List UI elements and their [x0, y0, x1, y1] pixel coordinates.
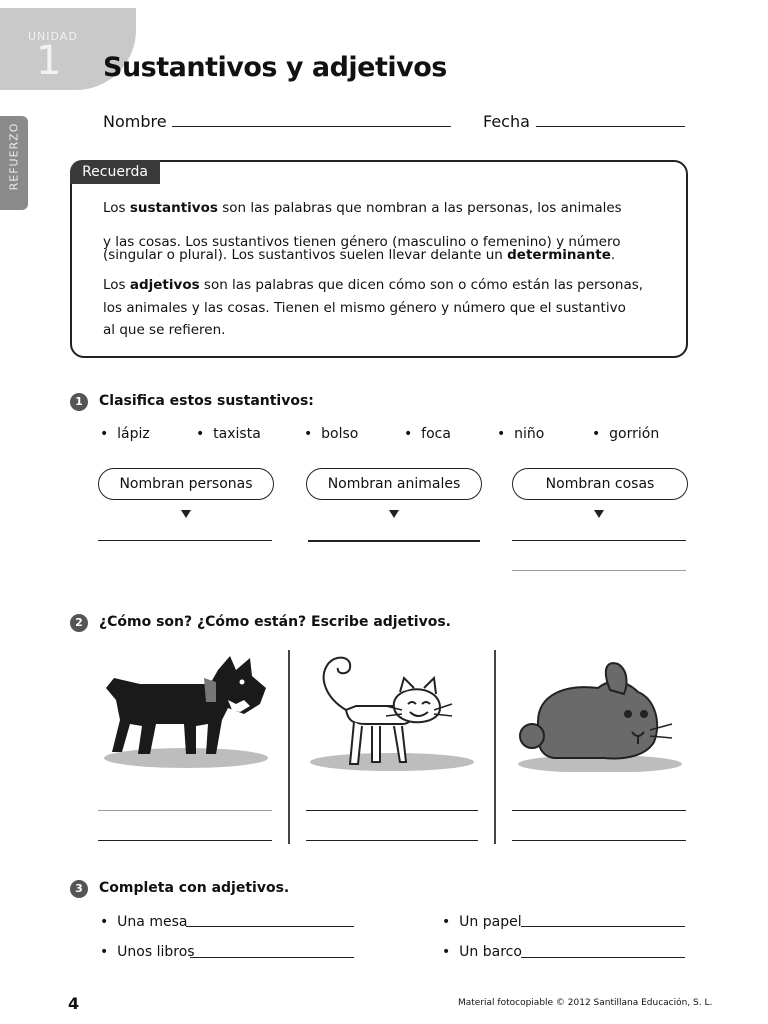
column-divider — [494, 650, 496, 844]
category-animals: Nombran animales — [306, 468, 482, 500]
word-item: • lápiz — [100, 426, 150, 442]
answer-line-rabbit-2[interactable] — [512, 840, 686, 841]
exercise-1-title: Clasifica estos sustantivos: — [99, 393, 314, 409]
unit-label: UNIDAD — [28, 30, 78, 43]
column-divider — [288, 650, 290, 844]
category-things: Nombran cosas — [512, 468, 688, 500]
complete-item: • Una mesa — [100, 914, 188, 930]
recuerda-paragraph-4: Los adjetivos son las palabras que dicen cómo son o cómo están las personas, — [103, 277, 644, 293]
word-item: • foca — [404, 426, 451, 442]
recuerda-paragraph-5: los animales y las cosas. Tienen el mismo género y número que el sustantivo — [103, 300, 626, 316]
recuerda-paragraph-2: y las cosas. Los sustantivos tienen género (masculino o femenino) y número — [103, 234, 621, 250]
name-label: Nombre — [103, 112, 167, 131]
copyright-notice: Material fotocopiable © 2012 Santillana Educación, S. L. — [458, 998, 713, 1008]
exercise-3-title: Completa con adjetivos. — [99, 880, 290, 896]
arrow-down-icon — [594, 510, 604, 518]
complete-item: • Un papel — [442, 914, 522, 930]
name-field[interactable] — [172, 126, 451, 127]
answer-line-things-2[interactable] — [512, 570, 686, 571]
complete-item: • Unos libros — [100, 944, 195, 960]
word-item: • taxista — [196, 426, 261, 442]
answer-line-animals-1[interactable] — [308, 540, 480, 542]
arrow-down-icon — [389, 510, 399, 518]
exercise-2-title: ¿Cómo son? ¿Cómo están? Escribe adjetivos. — [99, 614, 451, 630]
exercise-3-number: 3 — [70, 880, 88, 898]
answer-line-papel[interactable] — [521, 926, 685, 927]
word-item: • bolso — [304, 426, 359, 442]
dog-illustration — [100, 648, 272, 772]
arrow-down-icon — [181, 510, 191, 518]
date-field[interactable] — [536, 126, 685, 127]
complete-item: • Un barco — [442, 944, 522, 960]
answer-line-barco[interactable] — [521, 957, 685, 958]
word-item: • gorrión — [592, 426, 660, 442]
exercise-1-number: 1 — [70, 393, 88, 411]
category-people: Nombran personas — [98, 468, 274, 500]
answer-line-mesa[interactable] — [186, 926, 354, 927]
cat-illustration — [306, 648, 478, 772]
exercise-2-number: 2 — [70, 614, 88, 632]
date-label: Fecha — [483, 112, 530, 131]
recuerda-paragraph-1: Los sustantivos son las palabras que nombran a las personas, los animales — [103, 200, 622, 216]
word-item: • niño — [497, 426, 545, 442]
recuerda-badge: Recuerda — [70, 160, 160, 184]
recuerda-paragraph-6: al que se refieren. — [103, 322, 226, 338]
answer-line-cat-1[interactable] — [306, 810, 478, 811]
answer-line-dog-2[interactable] — [98, 840, 272, 841]
rabbit-illustration — [514, 648, 686, 772]
answer-line-things-1[interactable] — [512, 540, 686, 541]
answer-line-dog-1[interactable] — [98, 810, 272, 811]
unit-number: 1 — [36, 38, 62, 84]
side-label: REFUERZO — [7, 122, 21, 191]
answer-line-rabbit-1[interactable] — [512, 810, 686, 811]
answer-line-cat-2[interactable] — [306, 840, 478, 841]
answer-line-people-1[interactable] — [98, 540, 272, 541]
answer-line-libros[interactable] — [190, 957, 354, 958]
recuerda-paragraph-3: (singular o plural). Los sustantivos suelen llevar delante un determinante. — [103, 247, 616, 263]
page-title: Sustantivos y adjetivos — [103, 52, 447, 83]
page-number: 4 — [68, 994, 80, 1013]
